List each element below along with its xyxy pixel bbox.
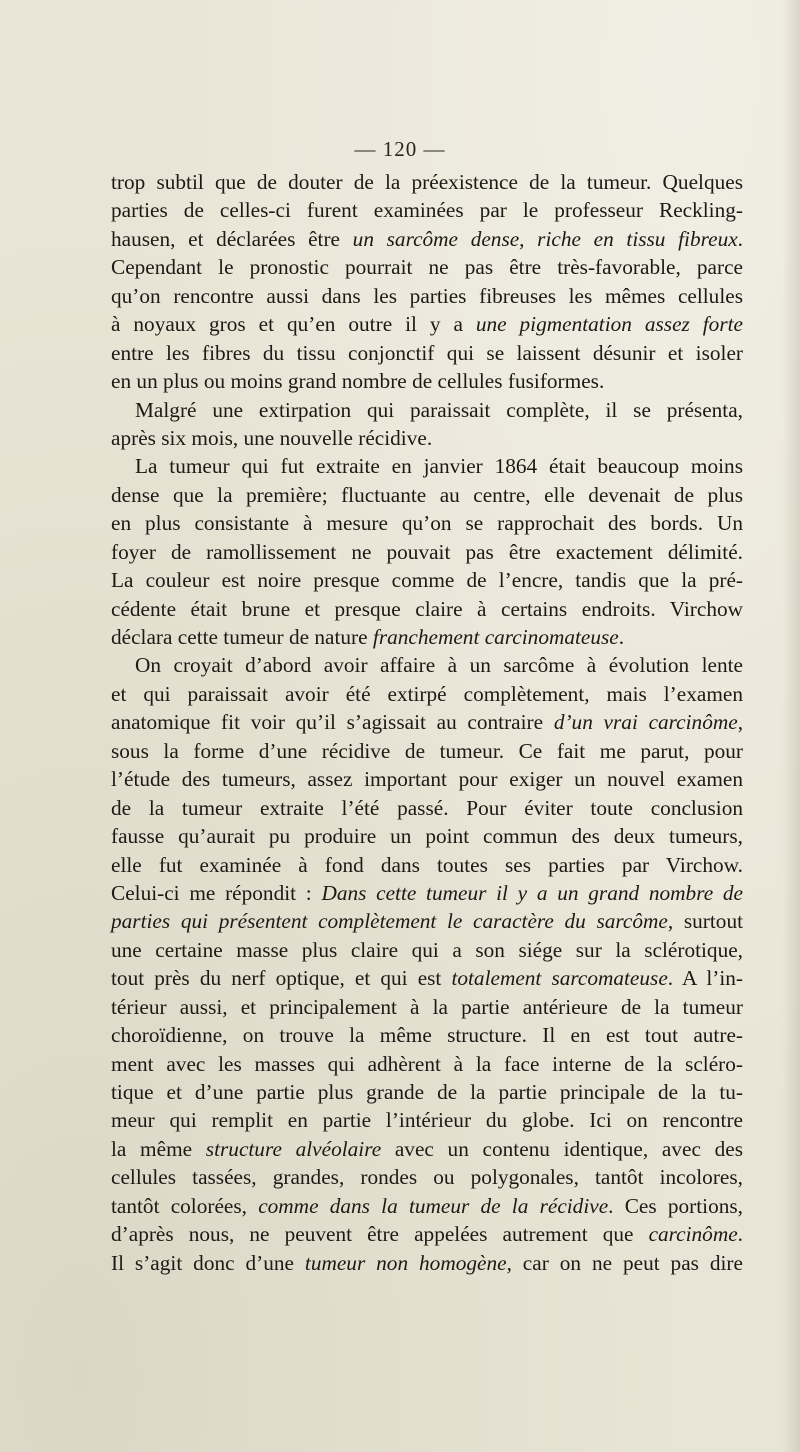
- text-segment: Cependant le pronostic pourrait ne pas être très-favorable, parce: [111, 255, 743, 280]
- italic-text-segment: comme dans la tumeur de la récidive: [258, 1193, 609, 1218]
- text-segment: .: [737, 1222, 743, 1247]
- text-segment: elle fut examinée à fond dans toutes ses parties par Virchow.: [111, 852, 743, 877]
- page-edge-shadow: [782, 0, 800, 1452]
- text-line: [111, 879, 743, 907]
- text-line: [111, 196, 743, 224]
- text-line: [111, 993, 743, 1021]
- text-segment: choroïdienne, on trouve la même structure. Il en est tout autre-: [111, 1023, 743, 1048]
- text-line: [111, 1106, 743, 1134]
- text-segment: ment avec les masses qui adhèrent à la face interne de la scléro-: [111, 1051, 743, 1076]
- text-segment: une certaine masse plus claire qui a son siége sur la sclérotique,: [111, 937, 743, 962]
- italic-text-segment: carcinôme: [648, 1222, 738, 1247]
- text-segment: On croyait d’abord avoir affaire à un sarcôme à évolution lente: [135, 653, 743, 678]
- text-line: [111, 1163, 743, 1191]
- italic-text-segment: un sarcôme dense, riche en tissu fibreux: [352, 226, 738, 251]
- text-segment: entre les fibres du tissu conjonctif qui se laissent désunir et isoler: [111, 340, 743, 365]
- text-line: [111, 253, 743, 281]
- text-segment: La couleur est noire presque comme de l’encre, tandis que la pré-: [111, 568, 743, 593]
- text-segment: anatomique fit voir qu’il s’agissait au contraire: [111, 710, 554, 735]
- text-line: [111, 623, 743, 651]
- text-line: [111, 168, 743, 196]
- italic-text-segment: totalement sarcomateuse: [451, 966, 668, 991]
- text-segment: Celui-ci me répondit :: [111, 880, 322, 905]
- text-segment: à noyaux gros et qu’en outre il y a: [111, 312, 476, 337]
- text-segment: meur qui remplit en partie l’intérieur du globe. Ici on rencontre: [111, 1108, 743, 1133]
- text-segment: . Ces portions,: [608, 1193, 743, 1218]
- text-line: [111, 794, 743, 822]
- text-segment: tout près du nerf optique, et qui est: [111, 966, 452, 991]
- text-segment: Il s’agit donc d’une: [111, 1250, 305, 1275]
- text-line: [111, 1135, 743, 1163]
- text-line: [111, 595, 743, 623]
- text-line: [111, 538, 743, 566]
- text-line: [111, 936, 743, 964]
- text-segment: La tumeur qui fut extraite en janvier 1864 était beaucoup moins: [135, 454, 743, 479]
- text-segment: hausen, et déclarées être: [111, 226, 353, 251]
- text-line: [111, 737, 743, 765]
- text-line: [111, 765, 743, 793]
- text-segment: d’après nous, ne peuvent être appelées autrement que: [111, 1222, 649, 1247]
- text-line: [111, 1078, 743, 1106]
- text-segment: déclara cette tumeur de nature: [111, 625, 373, 649]
- text-line: [111, 1220, 743, 1248]
- text-segment: après six mois, une nouvelle récidive.: [111, 425, 433, 450]
- text-segment: trop subtil que de douter de la préexistence de la tumeur. Quelques: [111, 170, 743, 194]
- text-segment: l’étude des tumeurs, assez important pour exiger un nouvel examen: [111, 767, 743, 792]
- text-segment: tique et d’une partie plus grande de la partie principale de la tu-: [111, 1080, 743, 1104]
- text-line: [111, 1192, 743, 1220]
- text-segment: en plus consistante à mesure qu’on se rapprochait des bords. Un: [111, 511, 743, 536]
- body-text: [111, 168, 743, 1277]
- page-number: — 120 —: [354, 137, 446, 161]
- text-segment: Malgré une extirpation qui paraissait complète, il se présenta,: [135, 397, 743, 422]
- text-line: [111, 822, 743, 850]
- text-segment: qu’on rencontre aussi dans les parties fibreuses les mêmes cellules: [111, 283, 743, 308]
- text-line: [111, 566, 743, 594]
- text-line: [111, 282, 743, 310]
- italic-text-segment: Dans cette tumeur il y a un grand nombre de: [321, 880, 743, 905]
- text-segment: sous la forme d’une récidive de tumeur. Ce fait me parut, pour: [111, 738, 743, 763]
- text-line: [111, 225, 743, 253]
- text-segment: .: [737, 226, 743, 251]
- text-line: [111, 964, 743, 992]
- italic-text-segment: d’un vrai carcinôme: [553, 710, 738, 735]
- italic-text-segment: parties qui présentent complètement le caractère du sarcôme: [111, 909, 668, 934]
- text-segment: , surtout: [667, 909, 744, 934]
- text-line: [111, 339, 743, 367]
- text-segment: , car on ne peut pas dire: [506, 1250, 743, 1275]
- text-line: [111, 651, 743, 679]
- text-line: [111, 310, 743, 338]
- text-segment: fausse qu’aurait pu produire un point commun des deux tumeurs,: [111, 824, 743, 849]
- text-line: [111, 907, 743, 935]
- text-segment: ,: [737, 710, 744, 735]
- text-segment: en un plus ou moins grand nombre de cellules fusiformes.: [111, 369, 605, 394]
- text-line: [111, 1050, 743, 1078]
- text-segment: et qui paraissait avoir été extirpé complètement, mais l’examen: [111, 681, 743, 706]
- text-line: [111, 1021, 743, 1049]
- text-line: [111, 396, 743, 424]
- text-segment: cellules tassées, grandes, rondes ou polygonales, tantôt incolores,: [111, 1165, 743, 1190]
- text-segment: .: [618, 625, 625, 649]
- text-line: [111, 1249, 743, 1277]
- text-segment: foyer de ramollissement ne pouvait pas être exactement délimité.: [111, 539, 743, 564]
- text-segment: . A l’in-: [667, 966, 744, 991]
- text-line: [111, 680, 743, 708]
- text-line: [111, 509, 743, 537]
- text-segment: térieur aussi, et principalement à la partie antérieure de la tumeur: [111, 994, 743, 1019]
- italic-text-segment: tumeur non homogène: [304, 1250, 507, 1275]
- text-line: [111, 851, 743, 879]
- text-line: [111, 708, 743, 736]
- italic-text-segment: franchement carcinomateuse: [372, 625, 619, 649]
- italic-text-segment: une pigmentation assez forte: [475, 312, 743, 337]
- text-segment: dense que la première; fluctuante au centre, elle devenait de plus: [111, 482, 743, 507]
- text-segment: tantôt colorées,: [111, 1193, 259, 1218]
- text-segment: de la tumeur extraite l’été passé. Pour éviter toute conclusion: [111, 795, 743, 820]
- text-line: [111, 367, 743, 395]
- text-line: [111, 481, 743, 509]
- text-segment: la même: [111, 1136, 206, 1161]
- text-segment: cédente était brune et presque claire à certains endroits. Virchow: [111, 596, 743, 621]
- text-line: [111, 452, 743, 480]
- text-line: [111, 424, 743, 452]
- text-segment: avec un contenu identique, avec des: [381, 1136, 743, 1161]
- text-segment: parties de celles-ci furent examinées par le professeur Reckling-: [111, 198, 743, 223]
- italic-text-segment: structure alvéolaire: [205, 1136, 382, 1161]
